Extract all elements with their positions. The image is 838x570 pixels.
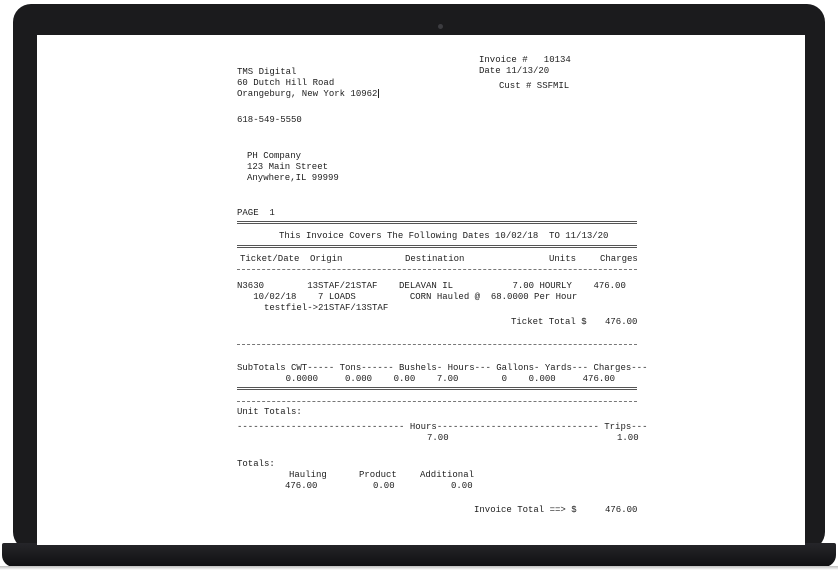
billto-name: PH Company: [247, 151, 302, 161]
totals-label: Totals:: [237, 459, 275, 469]
double-rule: [237, 245, 637, 248]
totals-hauling-value: 476.00: [285, 481, 318, 491]
totals-product-value: 0.00: [373, 481, 395, 491]
text-cursor: [378, 89, 379, 98]
subtotals-values: 0.0000 0.000 0.00 7.00 0 0.000 476.00: [237, 374, 616, 384]
column-units: Units: [549, 254, 577, 264]
totals-additional-value: 0.00: [451, 481, 473, 491]
dashed-rule: [237, 269, 637, 270]
ticket-line-1: N3630 13STAF/21STAF DELAVAN IL 7.00 HOURLY 476.00: [237, 281, 626, 291]
dashed-rule: [237, 401, 637, 402]
company-address-line1: 60 Dutch Hill Road: [237, 78, 335, 88]
date-range-heading: This Invoice Covers The Following Dates 10/02/18 TO 11/13/20: [279, 231, 609, 241]
laptop-shadow: [0, 566, 838, 570]
column-destination: Destination: [405, 254, 465, 264]
totals-hauling-label: Hauling: [289, 470, 327, 480]
double-rule: [237, 387, 637, 390]
company-phone: 618-549-5550: [237, 115, 302, 125]
ticket-line-2: 10/02/18 7 LOADS CORN Hauled @ 68.0000 Per Hour: [237, 292, 578, 302]
ticket-total-label: Ticket Total $: [511, 317, 587, 327]
unit-totals-trips: 1.00: [617, 433, 639, 443]
column-ticket-date: Ticket/Date: [240, 254, 300, 264]
invoice-document: [37, 35, 805, 545]
company-address-line2[interactable]: [237, 89, 379, 100]
company-address-line2-text: Orangeburg, New York 10962: [237, 89, 378, 99]
ticket-total-value: 476.00: [605, 317, 638, 327]
invoice-date: Date 11/13/20: [479, 66, 550, 76]
ticket-line-3: testfiel->21STAF/13STAF: [237, 303, 389, 313]
column-origin: Origin: [310, 254, 343, 264]
invoice-number: Invoice # 10134: [479, 55, 571, 65]
double-rule: [237, 221, 637, 224]
subtotals-header: SubTotals CWT----- Tons------ Bushels- Hours--- Gallons- Yards--- Charges---: [237, 363, 648, 373]
unit-totals-label: Unit Totals:: [237, 407, 302, 417]
invoice-total-value: 476.00: [605, 505, 638, 515]
unit-totals-header: ------------------------------- Hours------------------------------ Trips---: [237, 422, 648, 432]
company-name: TMS Digital: [237, 67, 297, 77]
totals-product-label: Product: [359, 470, 397, 480]
page-number: PAGE 1: [237, 208, 275, 218]
billto-city: Anywhere,IL 99999: [247, 173, 339, 183]
invoice-total-label: Invoice Total ==> $: [474, 505, 577, 515]
customer-number: Cust # SSFMIL: [499, 81, 570, 91]
dashed-rule: [237, 344, 637, 345]
billto-street: 123 Main Street: [247, 162, 329, 172]
unit-totals-hours: 7.00: [427, 433, 449, 443]
totals-additional-label: Additional: [420, 470, 475, 480]
webcam-icon: [438, 24, 443, 29]
column-charges: Charges: [600, 254, 638, 264]
laptop-base: [2, 543, 836, 567]
